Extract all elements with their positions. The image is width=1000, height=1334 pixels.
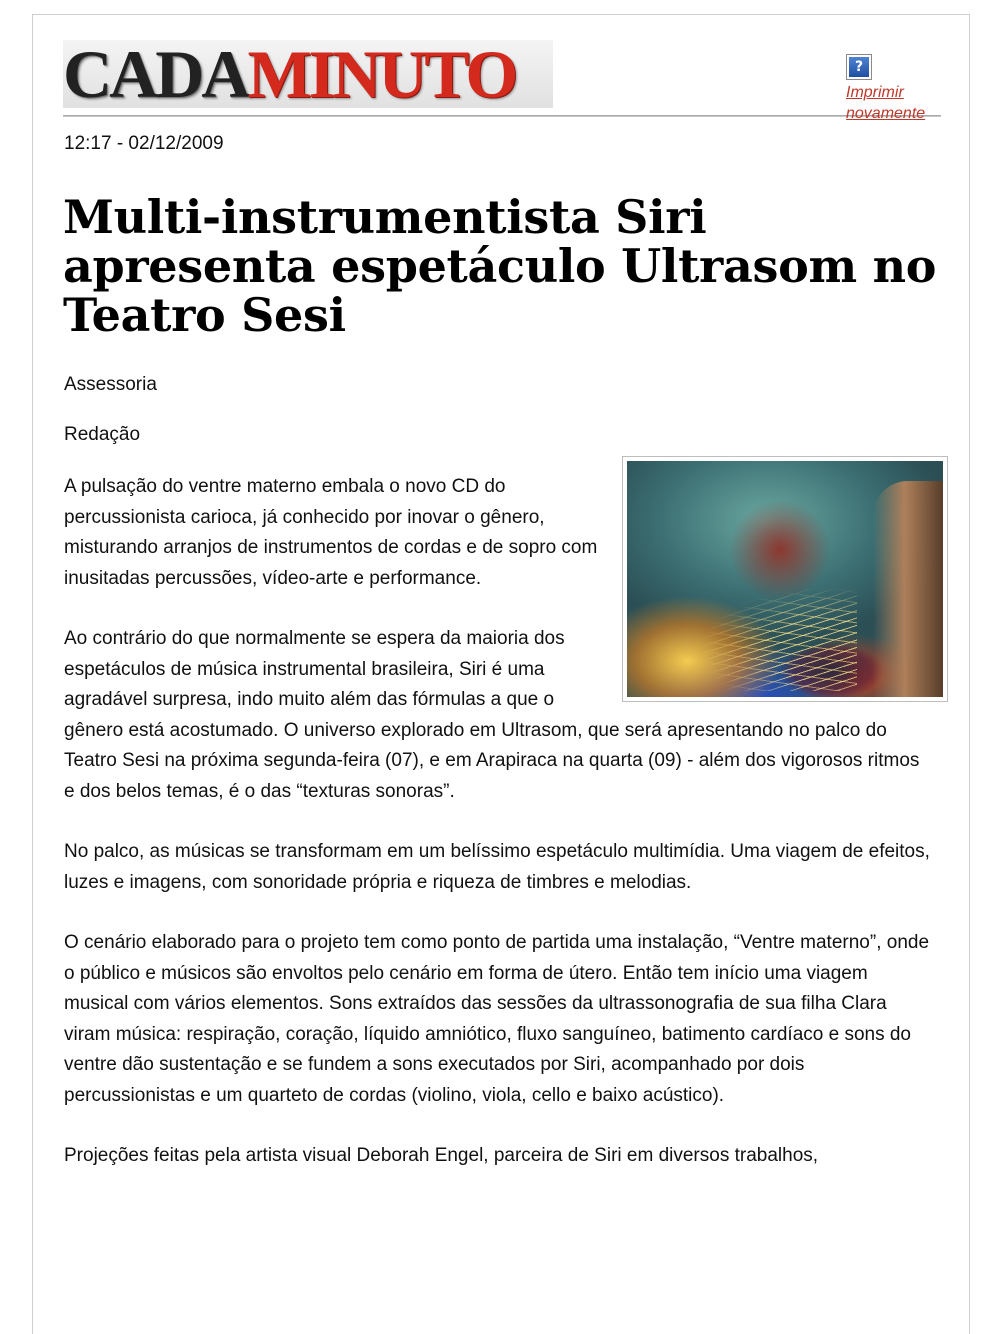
article-photo xyxy=(627,461,943,697)
print-again-link[interactable]: Imprimir novamente xyxy=(846,84,926,122)
question-mark-glyph: ? xyxy=(849,57,869,77)
logo-text-minuto: MINUTO xyxy=(247,40,516,108)
logo-text-cada: CADA xyxy=(63,40,248,108)
article-paragraph: O cenário elaborado para o projeto tem como ponto de partida uma instalação, “Ventre materno”, onde o público e músicos são envoltos pelo cenário em forma de útero. Então tem início uma viagem musical com vários elementos. Sons extraídos das sessões da ultrassonografia de sua filha Clara viram música: respiração, coração, líquido amniótico, fluxo sanguíneo, batimento cardíaco e sons do ventre dão sustentação e se fundem a sons executados por Siri, acompanhado por dois percussionistas e um quarteto de cordas (violino, viola, cello e baixo acústico). xyxy=(64,932,930,1106)
header-divider xyxy=(63,115,941,117)
publish-timestamp: 12:17 - 02/12/2009 xyxy=(64,133,224,154)
article-section: Redação xyxy=(64,424,141,445)
article-paragraph: Ao contrário do que normalmente se espera da maioria dos espetáculos de música instrumental brasileira, Siri é uma agradável surpresa, indo muito além das fórmulas a que o gênero está acostumado. O universo explorado em Ultrasom, que será apresentando no palco do Teatro Sesi na próxima segunda-feira (07), e em Arapiraca na quarta (09) - além dos vigorosos ritmos e dos belos temas, é o das “texturas sonoras”. xyxy=(64,628,920,802)
article-photo-frame xyxy=(622,456,948,702)
article-paragraph: Projeções feitas pela artista visual Deborah Engel, parceira de Siri em diversos trabalhos, xyxy=(64,1145,819,1166)
article-headline: Multi-instrumentista Siri apresenta espetáculo Ultrasom no Teatro Sesi xyxy=(63,190,937,342)
article-author: Assessoria xyxy=(64,374,157,395)
help-print-icon[interactable] xyxy=(846,54,872,80)
article-paragraph: A pulsação do ventre materno embala o novo CD do percussionista carioca, já conhecido por inovar o gênero, misturando arranjos de instrumentos de cordas e de sopro com inusitadas percussões, vídeo-arte e performance. xyxy=(64,476,598,589)
print-controls xyxy=(846,54,946,124)
article-paragraph: No palco, as músicas se transformam em um belíssimo espetáculo multimídia. Uma viagem de efeitos, luzes e imagens, com sonoridade própria e riqueza de timbres e melodias. xyxy=(64,841,930,893)
site-header xyxy=(63,40,941,120)
article-body xyxy=(64,472,932,1202)
photo-performer xyxy=(873,481,943,697)
site-logo[interactable] xyxy=(63,40,553,108)
photo-sparks xyxy=(627,571,857,691)
